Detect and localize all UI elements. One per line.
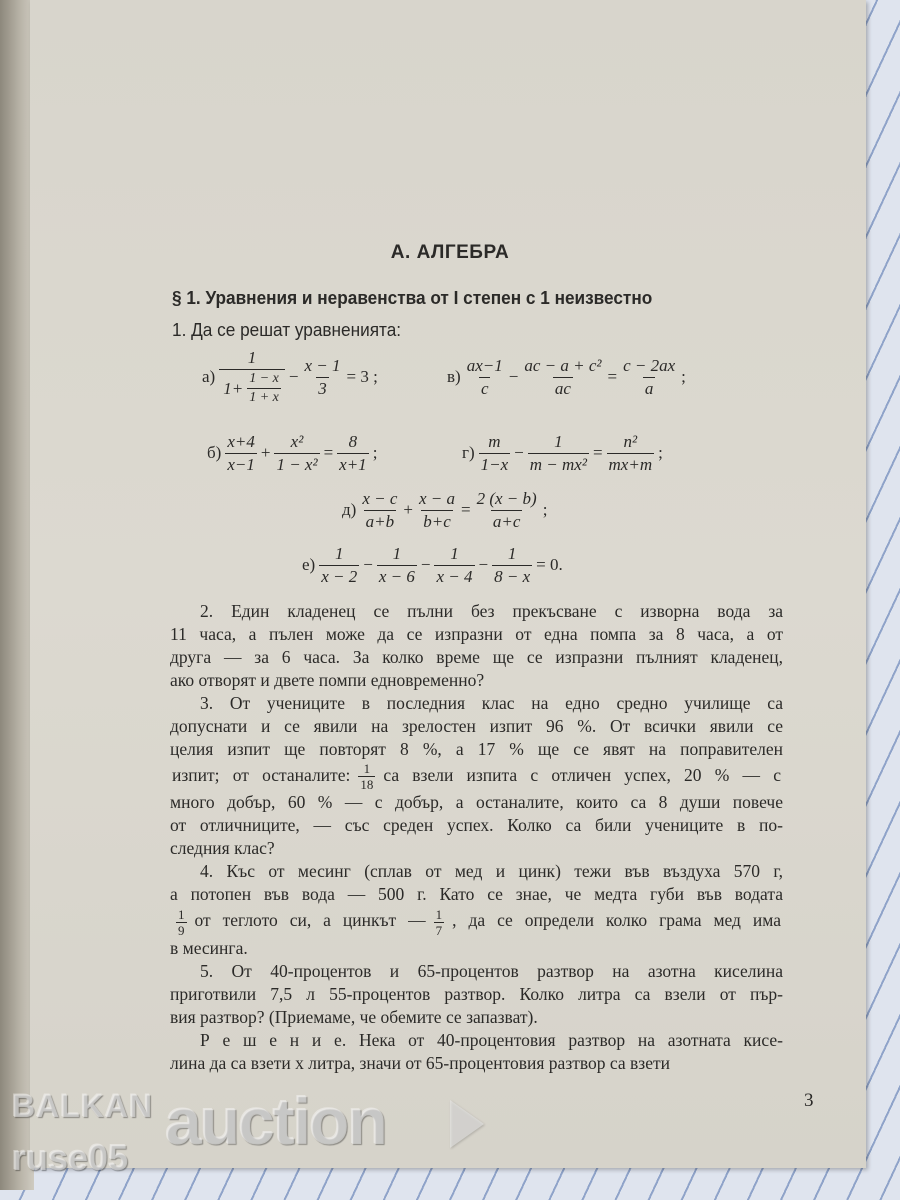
fraction-denominator: 18 — [360, 777, 374, 793]
fraction-numerator: 1 — [363, 761, 371, 777]
fraction-numerator: 1 — [178, 906, 185, 922]
fraction-numerator: 1 — [392, 543, 402, 563]
fraction — [377, 544, 417, 587]
text-line: допуснати и се явили на зрелостен изпит 96 %. От всички явили се — [170, 716, 783, 736]
text-line: а потопен във вода — 500 г. Като се знае, че медта губи във водата — [170, 884, 783, 905]
fraction-numerator: ac − a + c² — [524, 355, 602, 375]
text-line: 3. От учениците в последния клас на едно средно училище са — [200, 693, 783, 713]
fraction-numerator: n² — [623, 431, 638, 451]
paragraph — [170, 1029, 783, 1075]
text-line: вия разтвор? (Приемаме, че обемите се запазват). — [170, 1006, 538, 1027]
fraction-denominator: b+c — [423, 511, 451, 531]
fraction — [360, 489, 399, 532]
math-text: изпит; от останалите: — [172, 765, 351, 785]
task-1-instruction: 1. Да се решат уравненията: — [172, 319, 402, 340]
fraction-numerator: 1 − x — [249, 371, 279, 386]
fraction-numerator: 1 — [554, 431, 563, 451]
math-text: ; — [658, 443, 663, 462]
fraction-numerator: 1 — [435, 906, 443, 922]
text-line: ако отворят и двете помпи едновременно? — [170, 670, 485, 690]
fraction-numerator: 1 — [334, 543, 344, 563]
math-text: − — [420, 555, 431, 574]
fraction — [492, 544, 532, 587]
text-line: 2. Един кладенец се пълни без прекъсване с изворна вода за — [200, 601, 783, 621]
equation-a — [200, 342, 380, 412]
math-text: са взели изпита с отличен успех, 20 % — с — [383, 765, 781, 785]
fraction-denominator: ac — [554, 378, 571, 398]
fraction-denominator: x−1 — [227, 454, 255, 474]
fraction-numerator: x² — [290, 431, 304, 451]
paragraph — [170, 860, 783, 959]
book-spine-edge — [0, 0, 34, 1190]
equation-label: в) — [447, 367, 461, 386]
fraction-denominator: x+1 — [339, 454, 367, 474]
text-line: 5. От 40-процентов и 65-процентов разтвор на азотна киселина — [200, 960, 783, 981]
fraction-denominator: 7 — [435, 922, 443, 938]
fraction — [319, 544, 359, 587]
math-text: 1+ — [223, 378, 244, 398]
fraction-denominator — [219, 369, 285, 406]
text-line — [170, 906, 783, 936]
fraction-numerator: 1 — [450, 543, 459, 563]
fraction — [337, 432, 369, 475]
text-line: много добър, 60 % — с добър, а останалите, които са 8 души повече — [170, 792, 783, 813]
fraction-numerator: ax−1 — [466, 355, 503, 375]
math-text: = 3 ; — [346, 367, 378, 386]
play-icon — [450, 1100, 484, 1148]
watermark-auction: auction — [165, 1084, 386, 1158]
math-text: − — [288, 367, 299, 386]
math-text: + — [403, 500, 413, 519]
text-line: в месинга. — [170, 937, 248, 958]
fraction — [302, 356, 342, 399]
fraction-denominator: a — [644, 378, 654, 398]
text-line: друга — за 6 часа. За колко време ще се изпразни пълният кладенец, — [170, 647, 783, 667]
math-text: − — [478, 555, 489, 574]
fraction — [219, 348, 285, 406]
fraction-numerator: 2 (x − b) — [476, 488, 537, 508]
fraction-denominator: x − 4 — [436, 566, 473, 586]
math-text: − — [363, 555, 373, 574]
fraction-numerator: x+4 — [227, 431, 255, 451]
math-text: − — [514, 443, 524, 462]
fraction-denominator: 1 − x² — [276, 454, 318, 474]
fraction-denominator: 3 — [318, 378, 327, 398]
fraction-numerator: 1 — [507, 543, 517, 563]
fraction — [528, 432, 589, 475]
fraction — [434, 908, 445, 937]
text-line: приготвили 7,5 л 55-процентов разтвор. Колко литра са взели от пър- — [170, 983, 783, 1004]
equation-v — [445, 342, 688, 412]
math-text: = — [461, 500, 471, 519]
fraction-numerator: x − a — [418, 488, 455, 508]
fraction-denominator: 9 — [178, 922, 185, 938]
fraction-numerator: c − 2ax — [623, 355, 676, 375]
fraction-numerator: 8 — [348, 431, 358, 451]
math-text: от теглото си, а цинкът — — [194, 910, 426, 931]
equation-label: б) — [207, 443, 222, 462]
text-line: Р е ш е н и е. Нека от 40-процентовия разтвор на азотната кисе- — [200, 1029, 783, 1050]
text-line: целия изпит ще повторят 8 %, а 17 % ще се явят на поправителен — [170, 739, 783, 759]
fraction — [274, 432, 319, 475]
paragraph — [170, 960, 783, 1029]
watermark-balkan: BALKAN — [12, 1088, 154, 1124]
fraction-denominator: mx+m — [608, 454, 653, 474]
fraction — [479, 432, 511, 475]
fraction — [607, 432, 655, 475]
math-text: ; — [542, 500, 548, 519]
text-line: 4. Къс от месинг (сплав от мед и цинк) тежи във въздуха 570 г, — [200, 861, 783, 882]
fraction-denominator: m − mx² — [529, 454, 587, 474]
fraction-numerator: x − 1 — [304, 355, 341, 375]
fraction — [621, 356, 677, 399]
equation-label: г) — [462, 443, 475, 462]
fraction-denominator: x − 6 — [378, 566, 415, 586]
math-text: = — [592, 443, 603, 462]
math-text: ; — [681, 367, 686, 386]
fraction-denominator: x − 2 — [321, 566, 358, 586]
fraction — [417, 489, 457, 532]
problems-text — [170, 600, 783, 1075]
watermark-ruse05: ruse05 — [12, 1137, 129, 1178]
fraction-denominator: a+c — [492, 511, 521, 531]
fraction — [225, 432, 257, 475]
text-line: от отличниците, — със среден успех. Колко са били учениците в по- — [170, 815, 783, 836]
fraction — [434, 544, 474, 587]
fraction — [522, 356, 603, 399]
math-text: , да се определи колко грама мед има — [452, 910, 781, 931]
text-line — [170, 761, 783, 791]
paragraph — [170, 692, 783, 860]
section-title: § 1. Уравнения и неравенства от I степен с 1 неизвестно — [172, 287, 653, 308]
math-text: = — [607, 367, 618, 386]
fraction — [358, 762, 375, 791]
fraction-denominator: 8 − x — [494, 566, 531, 586]
math-text: + — [260, 443, 271, 462]
fraction-numerator: m — [488, 431, 501, 451]
equation-label: е) — [302, 555, 316, 574]
chapter-heading: А. АЛГЕБРА — [390, 242, 510, 263]
math-text: = 0. — [536, 555, 563, 574]
math-text: ; — [372, 443, 378, 462]
fraction — [176, 908, 187, 937]
page-number: 3 — [804, 1090, 814, 1111]
fraction-numerator: x − c — [362, 488, 398, 508]
fraction — [475, 489, 539, 532]
text-line: лина да са взети x литра, значи от 65-процентовия разтвор са взети — [170, 1052, 670, 1073]
text-line: 11 часа, а пълен може да се изпразни от една помпа за 8 часа, а от — [170, 624, 783, 644]
fraction-denominator: c — [480, 378, 489, 398]
fraction — [465, 356, 505, 399]
fraction-numerator: 1 — [247, 348, 257, 367]
fraction-denominator: a+b — [365, 511, 395, 531]
text-line: следния клас? — [170, 838, 275, 859]
fraction-denominator: 1 + x — [249, 390, 279, 405]
paragraph — [170, 600, 783, 692]
equation-label: д) — [342, 500, 357, 519]
math-text: − — [508, 367, 519, 386]
math-text: = — [323, 443, 334, 462]
equation-label: a) — [202, 367, 216, 386]
equation-e — [300, 530, 565, 600]
fraction-denominator: 1−x — [480, 454, 509, 474]
fraction — [247, 371, 281, 406]
